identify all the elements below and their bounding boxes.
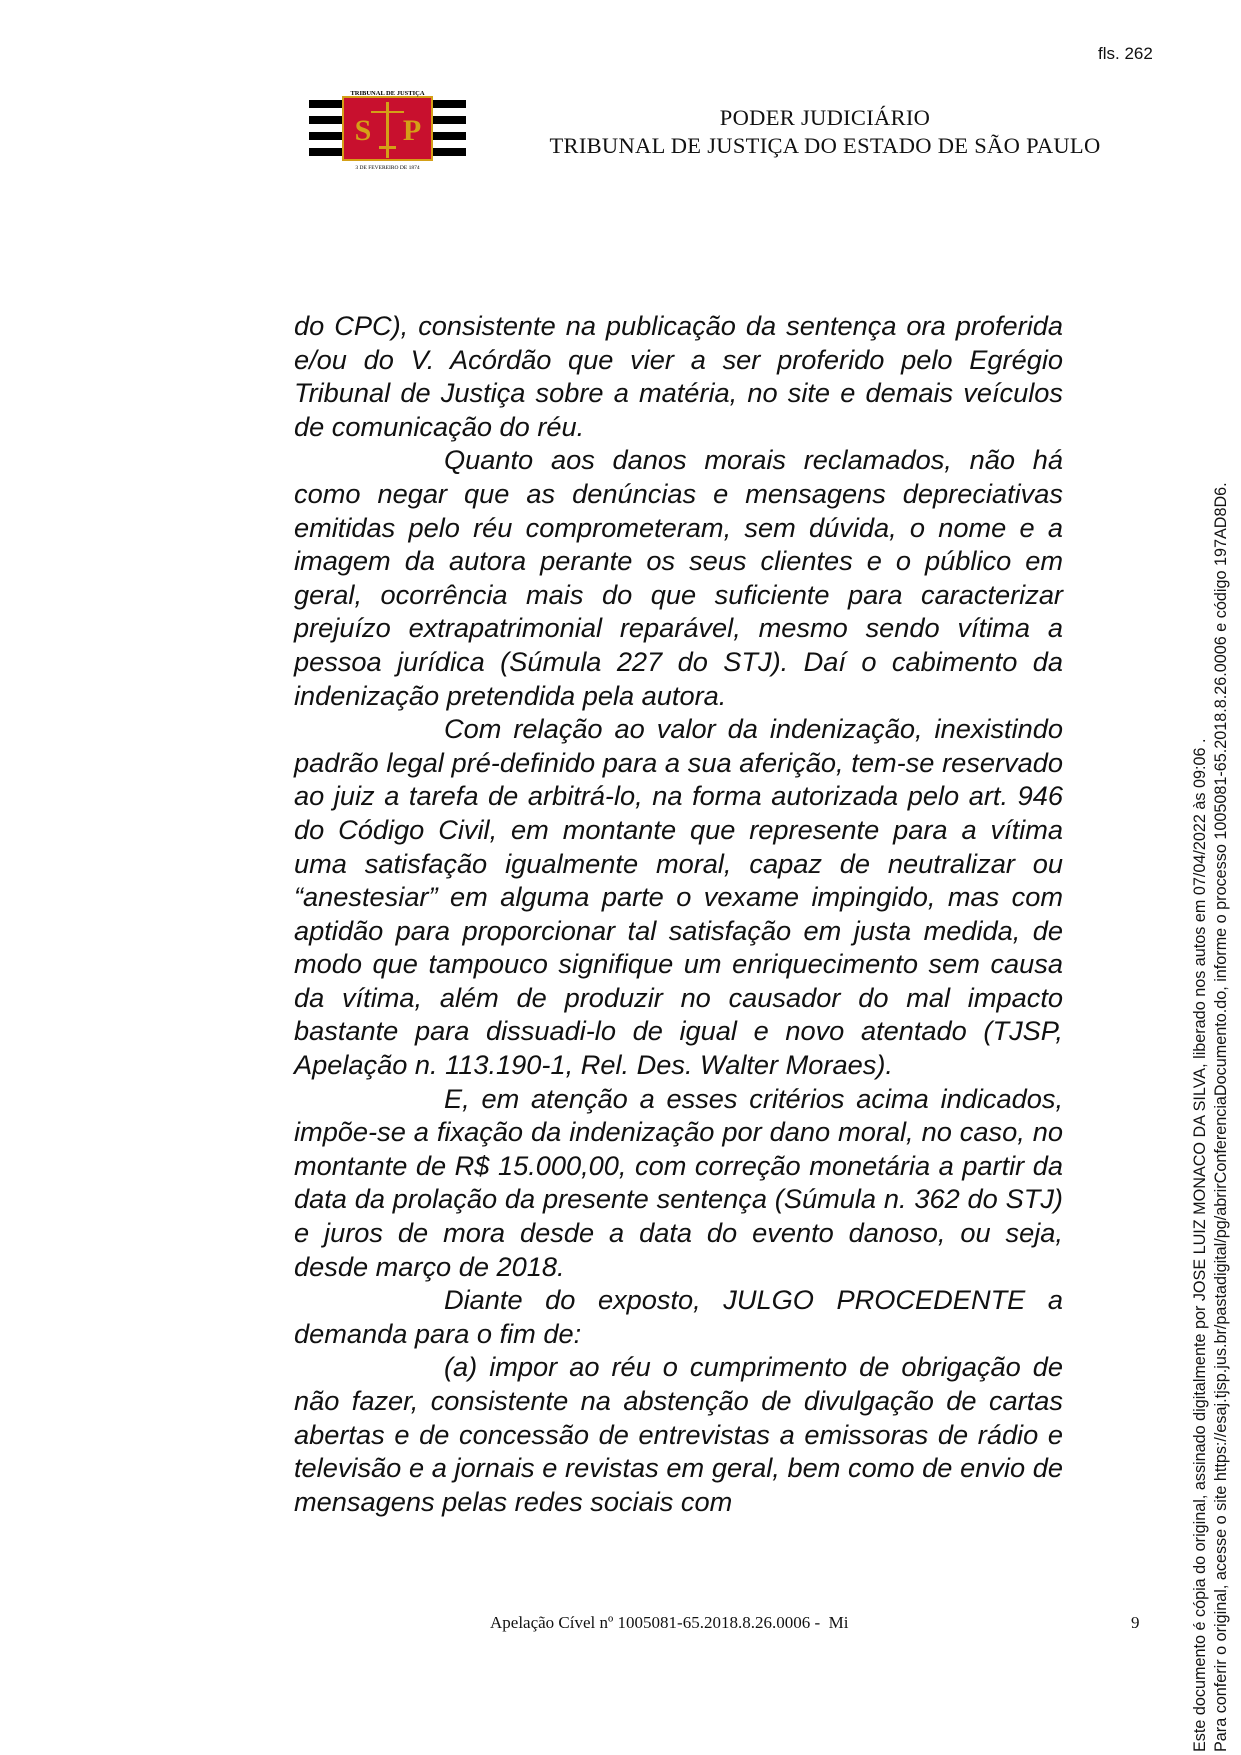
paragraph: Quanto aos danos morais reclamados, não há como negar que as denúncias e mensagens depreciativas emitidas pelo réu comprometeram, sem dúvida, o nome e a imagem da autora perante os seus clientes e o público em geral, ocorrência mais do que suficiente para caracterizar prejuízo extrapatrimonial reparável, mesmo sendo vítima a pessoa jurídica (Súmula 227 do STJ). Daí o cabimento da indenização pretendida pela autora. (294, 444, 1063, 711)
paragraph: E, em atenção a esses critérios acima indicados, impõe-se a fixação da indenização por dano moral, no caso, no montante de R$ 15.000,00, com correção monetária a partir da data da prolação da presente sentença (Súmula n. 362 do STJ) e juros de mora desde a data do evento danoso, ou seja, desde março de 2018. (294, 1082, 1063, 1282)
stamp-line-2: Para conferir o original, acesse o site https://esaj.tjsp.jus.br/pastadigital/pg/abrirConferenciaDocumento.do, informe o processo 1005081-65.2018.8.26.0006 e código 197AD8D6. (1212, 482, 1230, 1752)
paragraph: Com relação ao valor da indenização, inexistindo padrão legal pré-definido para a sua aferição, tem-se reservado ao juiz a tarefa de arbitrá-lo, na forma autorizada pelo art. 946 do Código Civil, em montante que represente para a vítima uma satisfação igualmente moral, capaz de neutralizar ou “anestesiar” em alguma parte o vexame impingido, mas com aptidão para proporcionar tal satisfação em justa medida, de modo que tampouco signifique um enriquecimento sem causa da vítima, além de produzir no causador do mal impacto bastante para dissuadi-lo de igual e novo atentado (TJSP, Apelação n. 113.190-1, Rel. Des. Walter Moraes). (294, 713, 1063, 1081)
court-header (505, 104, 1145, 160)
logo-top-text: TRIBUNAL DE JUSTIÇA (350, 90, 425, 97)
paragraph: do CPC), consistente na publicação da sentença ora proferida e/ou do V. Acórdão que vier a ser proferido pelo Egrégio Tribunal de Justiça sobre a matéria, no site e demais veículos de comunicação do réu. (294, 310, 1063, 442)
header-line-1: PODER JUDICIÁRIO (719, 105, 931, 130)
digital-signature-stamp (1190, 482, 1232, 1752)
header-line-2: TRIBUNAL DE JUSTIÇA DO ESTADO DE SÃO PAULO (549, 133, 1101, 158)
page-number: 9 (1131, 1613, 1140, 1632)
page-marker: fls. 262 (1098, 44, 1153, 63)
document-body (294, 309, 1063, 1518)
tjsp-seal-logo (309, 88, 466, 174)
logo-bottom-text: 3 DE FEVEREIRO DE 1874 (355, 165, 420, 171)
logo-letter-p: P (402, 114, 422, 147)
paragraph: (a) impor ao réu o cumprimento de obrigação de não fazer, consistente na abstenção de divulgação de cartas abertas e de concessão de entrevistas a emissoras de rádio e televisão e a jornais e revistas em geral, bem como de envio de mensagens pelas redes sociais com (294, 1351, 1063, 1517)
logo-letter-s: S (354, 114, 372, 147)
paragraph: Diante do exposto, JULGO PROCEDENTE a demanda para o fim de: (294, 1284, 1063, 1349)
stamp-line-1: Este documento é cópia do original, assinado digitalmente por JOSE LUIZ MONACO DA SILVA, liberado nos autos em 07/04/2022 às 09:06 . (1191, 738, 1209, 1752)
footer-case-number: Apelação Cível nº 1005081-65.2018.8.26.0006 - Mi (490, 1613, 849, 1632)
